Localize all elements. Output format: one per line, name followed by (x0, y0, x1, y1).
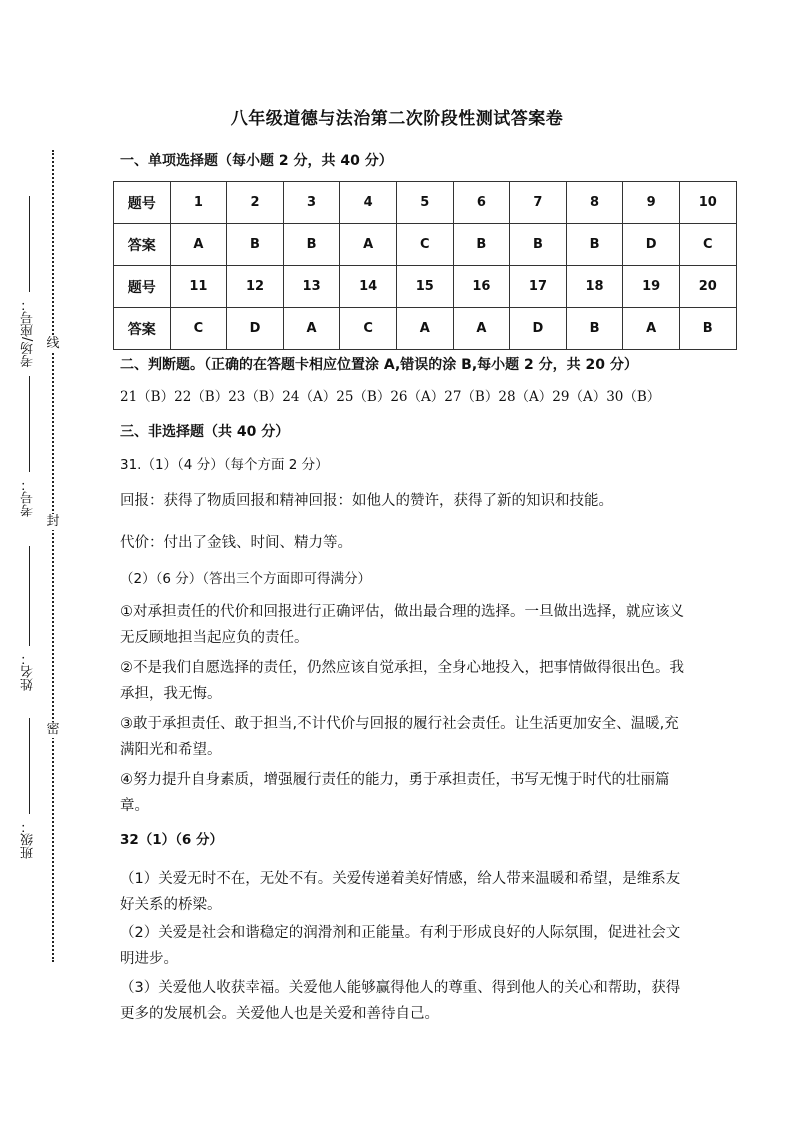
section3-heading: 三、非选择题（共 40 分） (120, 424, 290, 440)
table-cell: 16 (453, 266, 510, 308)
name-label: 姓名： (21, 652, 36, 691)
table-cell: 10 (679, 182, 736, 224)
row-label-answer: 答案 (114, 308, 171, 350)
q31-part2-heading: （2）（6 分）（答出三个方面即可得满分） (120, 571, 371, 587)
section2-heading: 二、判断题。（正确的在答题卡相应位置涂 A,错误的涂 B,每小题 2 分，共 20 分） (120, 357, 638, 373)
table-cell: 3 (283, 182, 340, 224)
table-cell: A (453, 308, 510, 350)
q32-heading: 32（1）（6 分） (120, 832, 224, 848)
table-cell: A (396, 308, 453, 350)
table-cell: D (227, 308, 284, 350)
class-write-line (29, 718, 30, 814)
q32-item-1: （1）关爱无时不在，无处不有。关爱传递着美好情感，给人带来温暖和希望，是维系友好关系的桥梁。 (120, 871, 681, 913)
table-cell: 12 (227, 266, 284, 308)
table-cell: C (170, 308, 227, 350)
table-cell: 11 (170, 266, 227, 308)
exam-room-seat-label: 考场/座号： (21, 298, 36, 368)
binding-mark-mi: 密 (46, 722, 60, 737)
table-cell: 14 (340, 266, 397, 308)
name-field (16, 546, 42, 691)
table-cell: 8 (566, 182, 623, 224)
exam-number-write-line (29, 376, 30, 472)
q31-item-1: ①对承担责任的代价和回报进行正确评估，做出最合理的选择。一旦做出选择，就应该义无反顾地担当起应负的责任。 (120, 604, 684, 646)
q31-item-3: ③敢于承担责任、敢于担当,不计代价与回报的履行社会责任。让生活更加安全、温暖,充满阳光和希望。 (120, 716, 679, 758)
table-cell: 2 (227, 182, 284, 224)
table-cell: B (453, 224, 510, 266)
table-cell: C (396, 224, 453, 266)
q31-reward-paragraph: 回报：获得了物质回报和精神回报：如他人的赞许，获得了新的知识和技能。 (120, 493, 613, 509)
table-cell: 13 (283, 266, 340, 308)
table-row (114, 308, 737, 350)
q31-cost-paragraph: 代价：付出了金钱、时间、精力等。 (120, 535, 352, 551)
table-cell: A (623, 308, 680, 350)
judgment-answers: 21（B）22（B）23（B）24（A）25（B）26（A）27（B）28（A）29（A）30（B） (120, 389, 661, 405)
exam-room-seat-field (16, 196, 42, 367)
table-cell: B (566, 224, 623, 266)
table-cell: B (227, 224, 284, 266)
table-cell: B (510, 224, 567, 266)
class-label: 班级： (21, 820, 36, 859)
table-cell: C (340, 308, 397, 350)
row-label-question-number: 题号 (114, 182, 171, 224)
section1-heading: 一、单项选择题（每小题 2 分，共 40 分） (120, 153, 393, 169)
exam-number-field (16, 376, 42, 517)
binding-dotted-line (52, 150, 54, 962)
q32-item-2: （2）关爱是社会和谐稳定的润滑剂和正能量。有利于形成良好的人际氛围，促进社会文明进步。 (120, 925, 681, 967)
answer-table (113, 181, 737, 350)
binding-mark-xian: 线 (46, 336, 60, 351)
table-cell: 6 (453, 182, 510, 224)
page-title: 八年级道德与法治第二次阶段性测试答案卷 (230, 109, 564, 129)
row-label-answer: 答案 (114, 224, 171, 266)
table-row (114, 182, 737, 224)
table-cell: 1 (170, 182, 227, 224)
exam-room-seat-write-line (29, 196, 30, 292)
row-label-question-number: 题号 (114, 266, 171, 308)
table-cell: A (283, 308, 340, 350)
q31-part1-heading: 31.（1）（4 分）（每个方面 2 分） (120, 457, 329, 473)
class-field (16, 718, 42, 859)
table-row (114, 266, 737, 308)
table-cell: 5 (396, 182, 453, 224)
table-cell: B (283, 224, 340, 266)
table-cell: C (679, 224, 736, 266)
exam-number-label: 考号： (21, 478, 36, 517)
table-cell: B (566, 308, 623, 350)
table-cell: 18 (566, 266, 623, 308)
table-cell: 20 (679, 266, 736, 308)
table-cell: A (170, 224, 227, 266)
table-cell: B (679, 308, 736, 350)
q31-item-2: ②不是我们自愿选择的责任，仍然应该自觉承担，全身心地投入，把事情做得很出色。我承担，我无悔。 (120, 660, 684, 702)
table-cell: D (510, 308, 567, 350)
q31-item-4: ④努力提升自身素质，增强履行责任的能力，勇于承担责任，书写无愧于时代的壮丽篇章。 (120, 772, 670, 814)
table-cell: 17 (510, 266, 567, 308)
table-cell: A (340, 224, 397, 266)
table-cell: 19 (623, 266, 680, 308)
table-cell: 7 (510, 182, 567, 224)
table-row (114, 224, 737, 266)
q32-item-3: （3）关爱他人收获幸福。关爱他人能够赢得他人的尊重、得到他人的关心和帮助，获得更多的发展机会。关爱他人也是关爱和善待自己。 (120, 980, 681, 1022)
table-cell: 4 (340, 182, 397, 224)
name-write-line (29, 546, 30, 646)
table-cell: 15 (396, 266, 453, 308)
table-cell: 9 (623, 182, 680, 224)
binding-mark-feng: 封 (46, 514, 60, 529)
table-cell: D (623, 224, 680, 266)
